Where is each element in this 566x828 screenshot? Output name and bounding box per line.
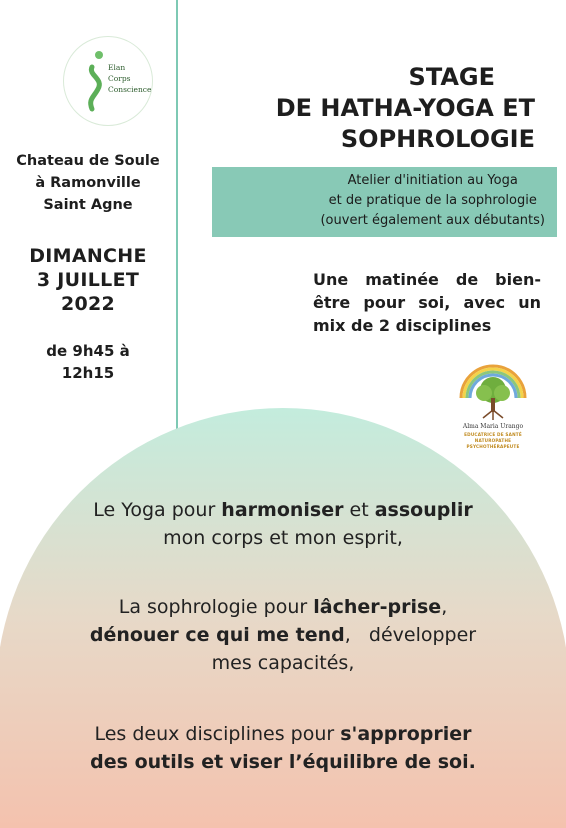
- wellbeing-line-1: Une matinée de bien-: [313, 270, 541, 289]
- p1-a: Le Yoga pour: [93, 499, 222, 521]
- logo-text-3: Conscience: [108, 85, 152, 94]
- date-line-1: DIMANCHE: [29, 245, 147, 267]
- disciplines-paragraph: [40, 720, 526, 776]
- venue: [0, 150, 176, 216]
- p1-b: harmoniser: [221, 499, 344, 521]
- p2-d: dénouer ce qui me tend: [89, 624, 345, 646]
- logo-text-2: Corps: [108, 74, 131, 83]
- date-line-3: 2022: [60, 293, 116, 315]
- yoga-paragraph: [40, 496, 526, 552]
- logo-name: Alma Maria Urango: [462, 423, 524, 430]
- event-time: [0, 340, 176, 384]
- tree-rainbow-icon: [453, 360, 533, 422]
- title-line-2: DE HATHA-YOGA ET: [275, 94, 535, 122]
- title-line-1: STAGE: [408, 63, 495, 91]
- swirl-icon: [86, 49, 108, 113]
- venue-line-1: Chateau de Soule: [16, 153, 160, 169]
- workshop-line-2: et de pratique de la sophrologie: [328, 193, 537, 208]
- logo-role-3: PSYCHOTHÉRAPEUTE: [466, 444, 520, 449]
- p3-a: Les deux disciplines pour: [94, 723, 341, 745]
- p3-line-2: des outils et viser l’équilibre de soi.: [90, 751, 476, 773]
- event-date: [0, 244, 176, 316]
- p2-b: lâcher-prise: [313, 596, 442, 618]
- workshop-banner: [212, 167, 557, 237]
- logo-role-2: NATUROPATHE: [474, 438, 512, 443]
- title-line-3: SOPHROLOGIE: [340, 125, 535, 153]
- p2-line-3: mes capacités,: [211, 652, 355, 674]
- p3-b: s'approprier: [340, 723, 472, 745]
- logo-role-1: EDUCATRICE DE SANTÉ: [464, 432, 522, 437]
- workshop-line-1: Atelier d'initiation au Yoga: [347, 173, 518, 188]
- wellbeing-line-3: mix de 2 disciplines: [313, 316, 492, 335]
- p2-e: , développer: [344, 624, 477, 646]
- wellbeing-line-2: être pour soi, avec un: [313, 293, 541, 312]
- p2-a: La sophrologie pour: [118, 596, 314, 618]
- date-line-2: 3 JUILLET: [36, 269, 140, 291]
- venue-line-2: à Ramonville: [35, 175, 141, 191]
- time-line-2: 12h15: [61, 364, 115, 382]
- workshop-line-3: (ouvert également aux débutants): [320, 213, 545, 228]
- sophrology-paragraph: [40, 593, 526, 677]
- p1-line-2: mon corps et mon esprit,: [163, 527, 403, 549]
- elan-corps-conscience-logo: [63, 36, 153, 126]
- vertical-divider: [176, 0, 178, 430]
- venue-line-3: Saint Agne: [43, 197, 133, 213]
- page-title: [230, 62, 535, 155]
- logo-text-1: Elan: [108, 63, 126, 72]
- p2-c: ,: [441, 596, 448, 618]
- alma-urango-logo: [453, 360, 533, 470]
- p1-c: et: [343, 499, 375, 521]
- time-line-1: de 9h45 à: [46, 342, 130, 360]
- p1-d: assouplir: [374, 499, 473, 521]
- wellbeing-text: [313, 268, 541, 337]
